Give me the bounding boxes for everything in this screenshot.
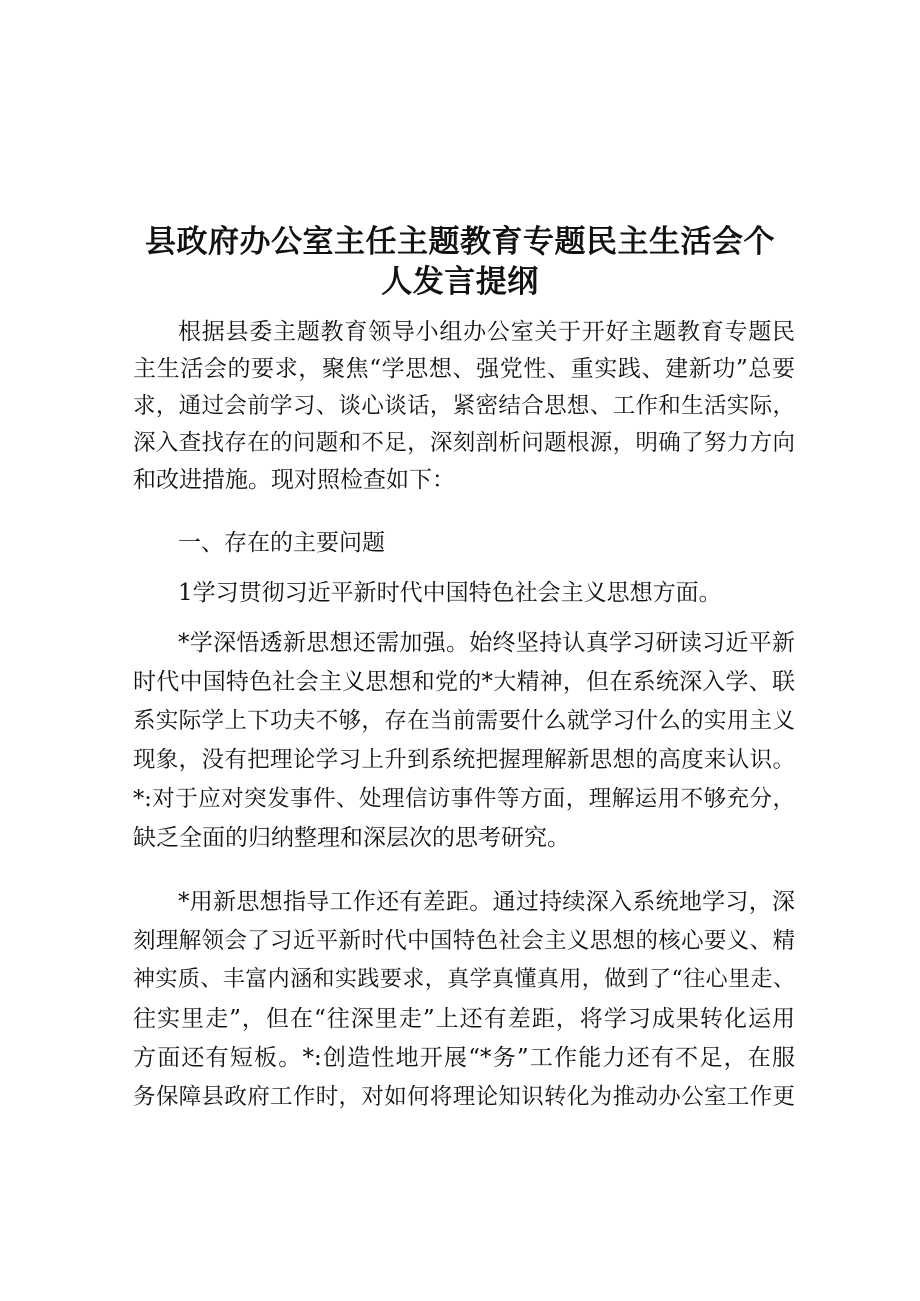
paragraph-2-line: 往实里走”，但在“往深里走”上还有差距，将学习成果转化运用 xyxy=(133,1006,795,1032)
document-title-line-2: 人发言提纲 xyxy=(381,264,539,300)
paragraph-1-line: *:对于应对突发事件、处理信访事件等方面，理解运用不够充分， xyxy=(133,786,795,812)
paragraph-1-line: *学深悟透新思想还需加强。始终坚持认真学习研读习近平新 xyxy=(178,630,795,656)
document-title-line-1: 县政府办公室主任主题教育专题民主生活会个 xyxy=(145,224,775,260)
paragraph-2-line: 刻理解领会了习近平新时代中国特色社会主义思想的核心要义、精 xyxy=(133,928,795,954)
section-heading: 一、存在的主要问题 xyxy=(178,530,385,556)
paragraph-2-line: *用新思想指导工作还有差距。通过持续深入系统地学习，深 xyxy=(178,889,795,915)
paragraph-1-line: 缺乏全面的归纳整理和深层次的思考研究。 xyxy=(133,825,570,851)
paragraph-1-line: 时代中国特色社会主义思想和党的*大精神，但在系统深入学、联 xyxy=(133,669,795,695)
intro-line: 根据县委主题教育领导小组办公室关于开好主题教育专题民 xyxy=(178,319,795,345)
paragraph-1-line: 系实际学上下功夫不够，存在当前需要什么就学习什么的实用主义 xyxy=(133,708,795,734)
paragraph-2-line: 务保障县政府工作时，对如何将理论知识转化为推动办公室工作更 xyxy=(133,1084,795,1110)
intro-line: 深入查找存在的问题和不足，深刻剖析问题根源，明确了努力方向 xyxy=(133,430,795,456)
paragraph-2-line: 方面还有短板。*:创造性地开展“*务”工作能力还有不足，在服 xyxy=(133,1045,795,1071)
intro-line: 求，通过会前学习、谈心谈话，紧密结合思想、工作和生活实际， xyxy=(133,393,795,419)
intro-line: 和改进措施。现对照检查如下： xyxy=(133,467,455,493)
paragraph-1-line: 现象，没有把理论学习上升到系统把握理解新思想的高度来认识。 xyxy=(133,747,795,773)
intro-line: 主生活会的要求，聚焦“学思想、强党性、重实践、建新功”总要 xyxy=(133,356,795,382)
subsection-heading: 1学习贯彻习近平新时代中国特色社会主义思想方面。 xyxy=(178,580,722,606)
paragraph-2-line: 神实质、丰富内涵和实践要求，真学真懂真用，做到了“往心里走、 xyxy=(133,967,795,992)
